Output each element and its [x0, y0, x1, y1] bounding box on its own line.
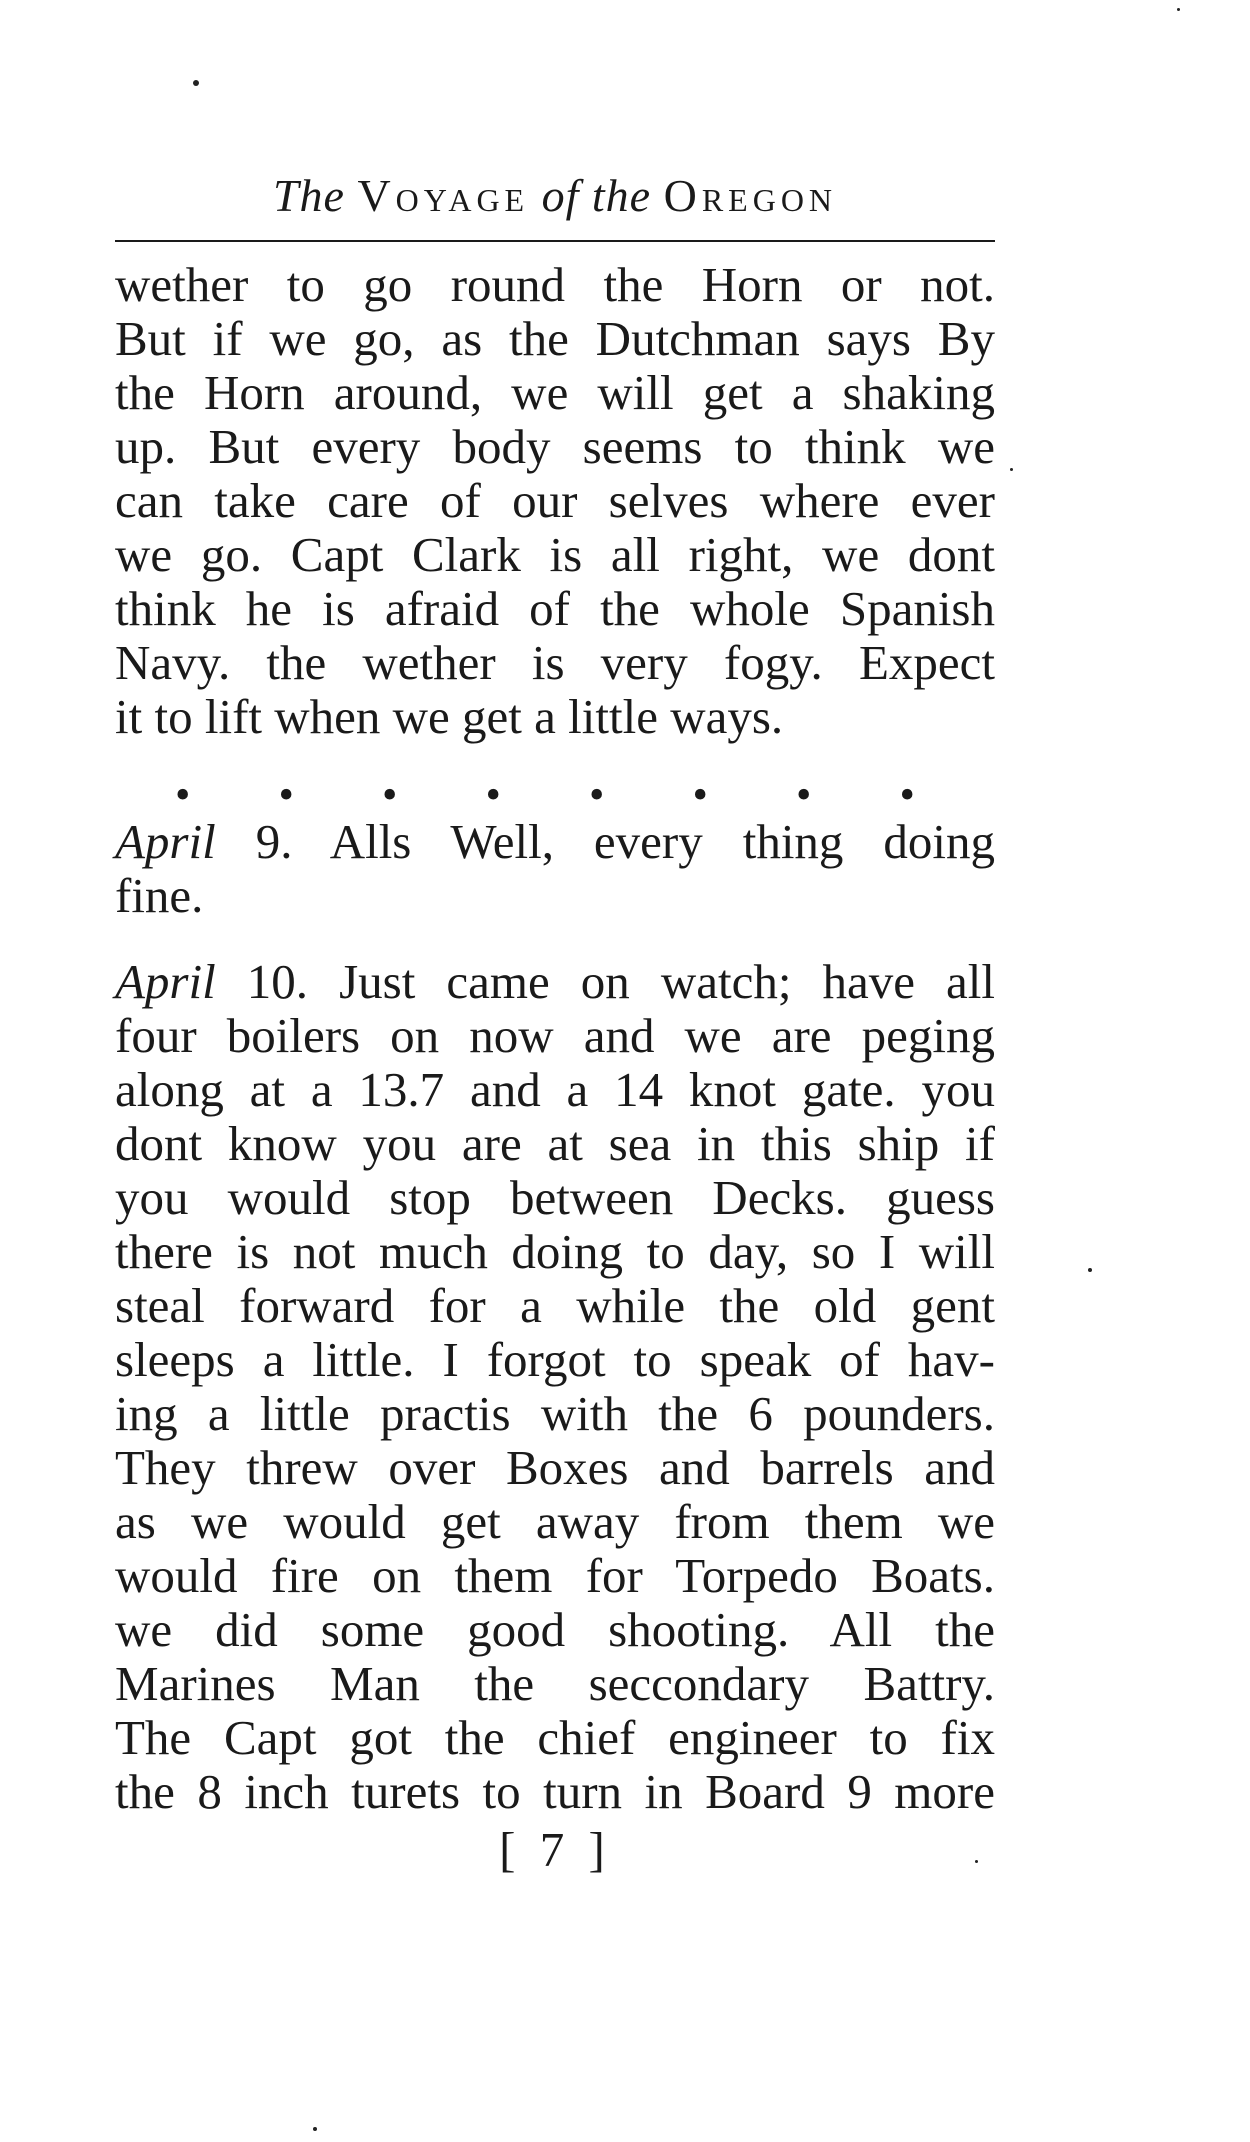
head-rule	[115, 240, 995, 242]
ellipsis-dot: •	[485, 770, 501, 819]
entry-day: 10.	[246, 954, 309, 1009]
ellipsis-dot: •	[796, 770, 812, 819]
text-line: it to lift when we get a little ways.	[115, 689, 784, 744]
text-line: But if we go, as the Dutchman says By	[115, 311, 995, 366]
text-line: Navy. the wether is very fogy. Expect	[115, 635, 995, 690]
text-line: we go. Capt Clark is all right, we dont	[115, 527, 995, 582]
page-number: [ 7 ]	[499, 1822, 611, 1877]
text-line: you would stop between Decks. guess	[115, 1170, 995, 1225]
ellipsis-dot: •	[382, 770, 398, 819]
scan-speck	[193, 80, 199, 86]
text-line: would fire on them for Torpedo Boats.	[115, 1548, 995, 1603]
text-line: along at a 13.7 and a 14 knot gate. you	[115, 1062, 995, 1117]
ellipsis-dot: •	[278, 770, 294, 819]
entry-april-10-line	[115, 955, 995, 1009]
ellipsis-dot: •	[175, 770, 191, 819]
text-line: ing a little practis with the 6 pounders.	[115, 1386, 995, 1441]
text-line: sleeps a little. I forgot to speak of hav-	[115, 1332, 995, 1387]
scan-speck	[1177, 8, 1180, 11]
ellipsis-dot: •	[589, 770, 605, 819]
entry-text: Alls Well, every thing doing	[329, 814, 995, 869]
text-line: there is not much doing to day, so I will	[115, 1224, 995, 1279]
text-line: The Capt got the chief engineer to fix	[115, 1710, 995, 1765]
text-line: up. But every body seems to think we	[115, 419, 995, 474]
text-line: Marines Man the seccondary Battry.	[115, 1656, 995, 1711]
text-line: fine.	[115, 868, 204, 923]
running-head-voyage: Voyage	[357, 170, 530, 221]
entry-date: April	[115, 814, 216, 869]
text-line: the 8 inch turets to turn in Board 9 more	[115, 1764, 995, 1819]
scan-speck	[313, 2127, 317, 2131]
entry-text: Just came on watch; have all	[339, 954, 995, 1009]
text-line: four boilers on now and we are peging	[115, 1008, 995, 1063]
text-line: steal forward for a while the old gent	[115, 1278, 995, 1333]
ellipsis-dot: •	[692, 770, 708, 819]
ellipsis-dots	[175, 770, 915, 820]
entry-date: April	[115, 954, 216, 1009]
running-head	[115, 168, 995, 224]
entry-april-9-line	[115, 815, 995, 869]
entry-day: 9.	[255, 814, 293, 869]
text-line: They threw over Boxes and barrels and	[115, 1440, 995, 1495]
text-line: wether to go round the Horn or not.	[115, 257, 995, 312]
scan-speck	[1010, 468, 1013, 471]
running-head-oregon: Oregon	[663, 170, 838, 221]
ellipsis-dot: •	[899, 770, 915, 819]
scan-speck	[1088, 1268, 1092, 1272]
text-line: can take care of our selves where ever	[115, 473, 995, 528]
text-line: as we would get away from them we	[115, 1494, 995, 1549]
running-head-the: The	[272, 170, 345, 221]
text-line: the Horn around, we will get a shaking	[115, 365, 995, 420]
text-line: dont know you are at sea in this ship if	[115, 1116, 995, 1171]
text-line: we did some good shooting. All the	[115, 1602, 995, 1657]
text-line: think he is afraid of the whole Spanish	[115, 581, 995, 636]
running-head-of-the: of the	[541, 170, 652, 221]
